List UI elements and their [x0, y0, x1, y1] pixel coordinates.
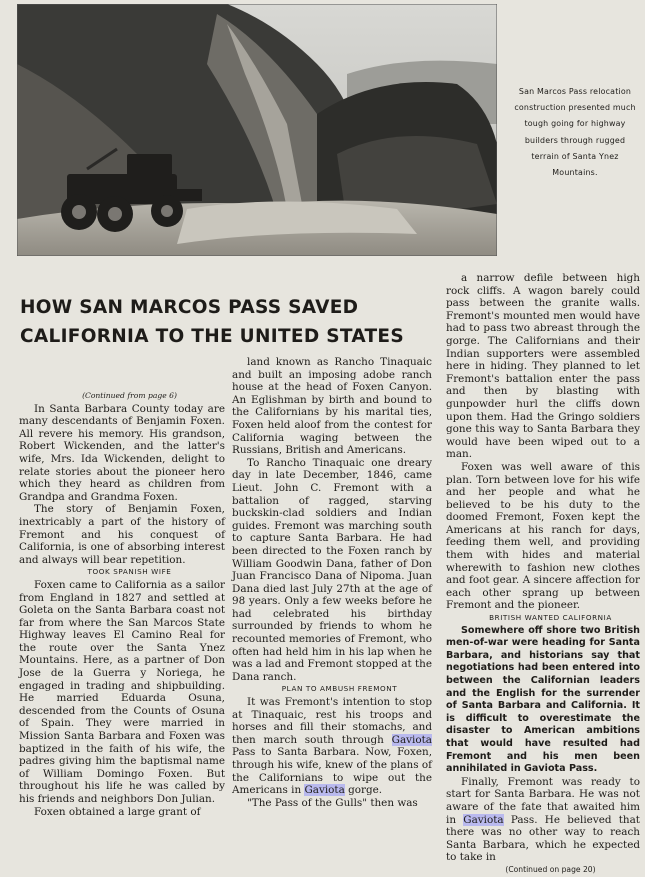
headline-line-2: CALIFORNIA TO THE UNITED STATES	[20, 326, 404, 347]
paragraph: "The Pass of the Gulls" then was	[247, 796, 418, 809]
search-highlight: Gaviota	[463, 813, 504, 826]
photo-caption: San Marcos Pass relocation construction presented much tough going for highway builders through rugged terrain of Santa Ynez Mountains.	[514, 87, 636, 178]
article-column-3	[446, 272, 640, 877]
bold-passage	[446, 625, 640, 776]
bulldozer-on-mountain-road-photo-icon	[17, 4, 497, 256]
text-run: Finally, Fremont was ready to start for Santa Barbara. He was not aware of the fate that awaited him in	[446, 775, 640, 826]
text-run: Pass to Santa Barbara. Now, Foxen, through his wife, knew of the plans of the Californians to wipe out the Americans in	[232, 746, 432, 797]
article-headline	[20, 293, 440, 351]
section-subhead: BRITISH WANTED CALIFORNIA	[489, 613, 612, 623]
continued-on-note: (Continued on page 20)	[505, 864, 596, 874]
paragraph	[446, 776, 640, 864]
paragraph	[232, 696, 432, 797]
paragraph: To Rancho Tinaquaic one dreary day in late December, 1846, came Lieut. John C. Fremont with a battalion of ragged, starving buckskin-clad soldiers and Indian guides. Fremont was marching south to capture Santa Barbara. He had been directed to the Foxen ranch by William Goodwin Dana, father of Don Juan Francisco Dana of Nipoma. Juan Dana died last July 27th at the age of 98 years. Only a few weeks before he had celebrated his birthday surrounded by friends to whom he recounted memories of Fremont, who often had held him in his lap when he was a lad and Fremont stopped at the Dana ranch.	[232, 456, 432, 683]
highway-construction-photo	[17, 4, 497, 256]
paragraph: In Santa Barbara County today are many descendants of Benjamin Foxen. All revere his memory. His grandson, Robert Wickenden, and the latter's wife, Mrs. Ida Wickenden, delight to relate stories about the pioneer hero which they heard as children from Grandpa and Grandma Foxen.	[19, 402, 225, 503]
text-run: gorge.	[344, 784, 383, 797]
paragraph: land known as Rancho Tinaquaic and built an imposing adobe ranch house at the head of Foxen Canyon. An Eglishman by birth and bound to the Californians by his marital ties, Foxen held aloof from the contest for California waging between the Russians, British and Americans.	[232, 356, 432, 457]
text-run: Pass. He believed that there was no other way to reach Santa Barbara, which he expected to take in	[446, 813, 640, 864]
paragraph: Foxen was well aware of this plan. Torn between love for his wife and her people and what he believed to be his duty to the doomed Fremont, Foxen kept the Americans at his ranch for days, feeding them well, and providing them with hides and material wherewith to fashion new clothes and foot gear. A sincere affection for each other sprang up between Fremont and the pioneer.	[446, 460, 640, 612]
paragraph: a narrow defile between high rock cliffs. A wagon barely could pass between the granite walls. Fremont's mounted men would have had to pass two abreast through the gorge. The Californians and their Indian supporters were assembled here in hiding. They planned to let Fremont's battalion enter the pass and then by blasting with gunpowder hurl the cliffs down upon them. Had the Gringo soldiers gone this way to Santa Barbara they would have been wiped out to a man.	[446, 272, 640, 461]
text-run: It was Fremont's intention to stop at Tinaquaic, rest his troops and horses and fill their stomachs, and then march south through	[232, 696, 432, 746]
search-highlight: Gaviota	[391, 733, 432, 746]
continued-from-note: (Continued from page 6)	[82, 391, 177, 400]
paragraph: Somewhere off shore two British men-of-war were heading for Santa Barbara, and historians say that negotiations had been entered into between the Californian leaders and the English for the surrender of Santa Barbara and California. It is difficult to overestimate the disaster to American ambitions that would have resulted had Fremont and his men been annihilated in Gaviota Pass.	[446, 624, 640, 775]
section-subhead: PLAN TO AMBUSH FREMONT	[281, 684, 398, 694]
article-column-1	[19, 390, 225, 818]
paragraph: The story of Benjamin Foxen, inextricably a part of the history of Fremont and his conquest of California, is one of absorbing interest and always will bear repetition.	[19, 503, 225, 566]
paragraph: Foxen came to California as a sailor from England in 1827 and settled at Goleta on the Santa Barbara coast not far from where the San Marcos State Highway leaves El Camino Real for the route over the Santa Ynez Mountains. Here, as a partner of Don Jose de la Guerra y Noriega, he engaged in trading and shipbuilding. He married Eduarda Osuna, descended from the Counts of Osuna of Spain. They were married in Mission Santa Barbara and Foxen was baptized in the faith of his wife, the padres giving him the baptismal name of William Domingo Foxen. But throughout his life he was called by his friends and neighbors Don Julian.	[19, 578, 225, 805]
section-subhead: TOOK SPANISH WIFE	[87, 567, 172, 577]
headline-line-1: HOW SAN MARCOS PASS SAVED	[20, 297, 359, 318]
article-column-2	[232, 356, 432, 809]
search-highlight: Gaviota	[304, 784, 345, 797]
paragraph: Foxen obtained a large grant of	[34, 805, 201, 818]
